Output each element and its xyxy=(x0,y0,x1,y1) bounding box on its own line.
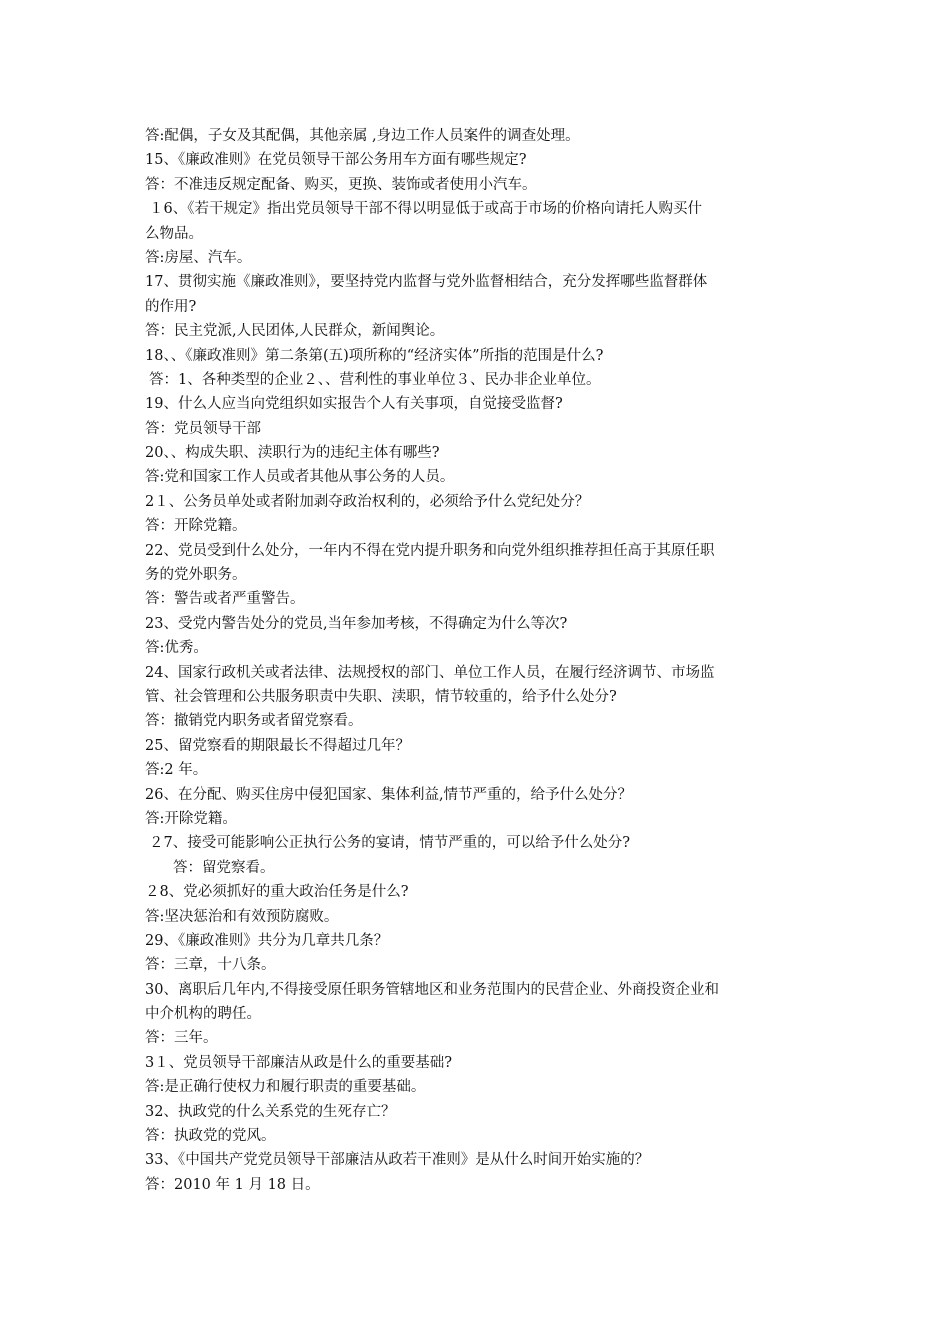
question-line: ２7、接受可能影响公正执行公务的宴请，情节严重的，可以给予什么处分? xyxy=(149,835,630,852)
question-line: 29、《廉政准则》共分为几章共几条？ xyxy=(145,932,389,949)
answer-line: 答：1、各种类型的企业２、、营利性的事业单位３、民办非企业单位。 xyxy=(149,371,601,388)
answer-line: 答:2 年。 xyxy=(145,762,208,779)
question-line: 33、《中国共产党党员领导干部廉洁从政若干准则》是从什么时间开始实施的？ xyxy=(145,1152,650,1169)
answer-line: 答：党员领导干部 xyxy=(145,420,261,437)
question-line: 18、、《廉政准则》第二条第(五)项所称的“经济实体”所指的范围是什么? xyxy=(145,347,604,364)
question-line: 3１、党员领导干部廉洁从政是什么的重要基础? xyxy=(145,1054,452,1071)
question-line: 15、《廉政准则》在党员领导干部公务用车方面有哪些规定? xyxy=(145,152,527,169)
question-line: 19、什么人应当向党组织如实报告个人有关事项，自觉接受监督? xyxy=(145,396,563,413)
question-line: 20、、构成失职、渎职行为的违纪主体有哪些? xyxy=(145,445,440,462)
question-line-continuation: 中介机构的聘任。 xyxy=(145,1006,261,1023)
question-line: 17、贯彻实施《廉政准则》，要坚持党内监督与党外监督相结合，充分发挥哪些监督群体 xyxy=(145,274,708,291)
answer-line: 答:坚决惩治和有效预防腐败。 xyxy=(145,908,339,925)
question-line: ２8、党必须抓好的重大政治任务是什么? xyxy=(145,884,409,901)
question-line: 25、留党察看的期限最长不得超过几年？ xyxy=(145,737,410,754)
answer-line: 答：执政党的党风。 xyxy=(145,1128,276,1145)
question-line: 30、离职后几年内,不得接受原任职务管辖地区和业务范围内的民营企业、外商投资企业和 xyxy=(145,981,720,998)
answer-line: 答:优秀。 xyxy=(145,640,208,657)
answer-line: 答:党和国家工作人员或者其他从事公务的人员。 xyxy=(145,469,455,486)
answer-line: 答：开除党籍。 xyxy=(145,518,247,535)
answer-line: 答:是正确行使权力和履行职责的重要基础。 xyxy=(145,1079,426,1096)
answer-line: 答：警告或者严重警告。 xyxy=(145,591,305,608)
answer-line: 答:开除党籍。 xyxy=(145,810,237,827)
answer-line: 答：不准违反规定配备、购买，更换、装饰或者使用小汽车。 xyxy=(145,176,537,193)
question-line: 24、国家行政机关或者法律、法规授权的部门、单位工作人员，在履行经济调节、市场监 xyxy=(145,664,715,681)
question-line: 23、受党内警告处分的党员,当年参加考核，不得确定为什么等次? xyxy=(145,615,568,632)
question-line-continuation: 务的党外职务。 xyxy=(145,567,247,584)
question-line-continuation: 管、社会管理和公共服务职责中失职、渎职，情节较重的，给予什么处分? xyxy=(145,688,617,705)
answer-line: 答：撤销党内职务或者留党察看。 xyxy=(145,713,363,730)
answer-line: 答：三章，十八条。 xyxy=(145,957,276,974)
question-line: 26、在分配、购买住房中侵犯国家、集体利益,情节严重的，给予什么处分？ xyxy=(145,786,633,803)
question-line: １6、《若干规定》指出党员领导干部不得以明显低于或高于市场的价格向请托人购买什 xyxy=(149,201,702,218)
answer-line: 答：民主党派,人民团体,人民群众，新闻舆论。 xyxy=(145,323,445,340)
answer-line: 答：三年。 xyxy=(145,1030,218,1047)
answer-line: 答：2010 年 1 月 18 日。 xyxy=(145,1176,320,1193)
answer-line: 答：留党察看。 xyxy=(173,859,275,876)
question-line-continuation: 的作用? xyxy=(145,298,197,315)
question-line: 32、执政党的什么关系党的生死存亡？ xyxy=(145,1103,396,1120)
answer-line: 答:房屋、汽车。 xyxy=(145,249,252,266)
question-line-continuation: 么物品。 xyxy=(145,225,203,242)
question-line: 2１、公务员单处或者附加剥夺政治权利的，必须给予什么党纪处分？ xyxy=(145,493,590,510)
question-line: 22、党员受到什么处分，一年内不得在党内提升职务和向党外组织推荐担任高于其原任职 xyxy=(145,542,715,559)
text-line: 答:配偶，子女及其配偶，其他亲属 ,身边工作人员案件的调查处理。 xyxy=(145,128,580,144)
document-body xyxy=(145,124,815,1197)
